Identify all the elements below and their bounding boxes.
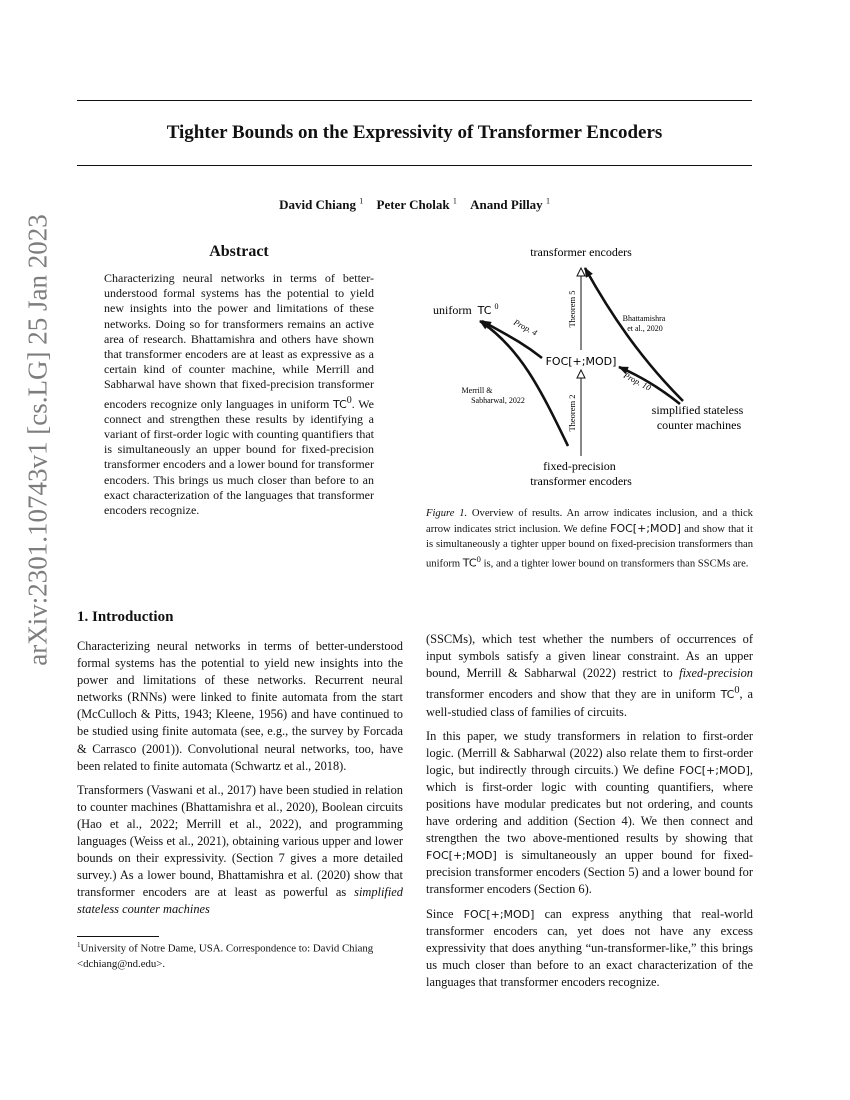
edge-label-theorem2: Theorem 2: [567, 394, 577, 432]
left-column: [77, 638, 403, 926]
paragraph: Transformers (Vaswani et al., 2017) have been studied in relation to counter machines (Bhattamishra et al., 2020), Boolean circuits (Hao et al., 2022; Merrill et al., 2022), and programming languages (Weiss et al., 2021), obtaining various upper and lower bounds on their expressivity. (Section 7 gives a more detailed survey.) As a lower bound, Bhattamishra et al. (2020) show that transformer encoders are at least as powerful as simplified stateless counter machines: [77, 782, 403, 917]
figure-diagram: [425, 238, 755, 498]
author-affiliation: 1: [359, 197, 364, 206]
tc-class-name: TC: [333, 397, 347, 411]
footnote: $^1$University of Notre Dame, USA. Correspondence to: David Chiang <dchiang@nd.edu>.: [77, 941, 374, 970]
edge-label-bhattamishra: Bhattamishra et al., 2020: [622, 314, 666, 333]
node-transformer-encoders: transformer encoders: [530, 245, 632, 259]
author: [377, 197, 457, 212]
author: [279, 197, 363, 212]
abstract-text: Characterizing neural networks in terms of better-understood formal systems has the potential to yield new insights into the power and limitations of these networks. Doing so for transformers remains an active area of research. Bhattamishra and others have shown that transformer encoders are at least as expressive as a certain kind of counter machine, while Merrill and Sabharwal have shown that fixed-precision transformer encoders recognize only languages in uniform $TC^0$. We connect and strengthen these results by identifying a variant of first-order logic with counting quantifiers that is simultaneously an upper bound for fixed-precision transformer encoders and a lower bound for transformer encoders. This brings us much closer than before to an exact characterization of the languages that transformer encoders recognize.: [104, 271, 374, 518]
paragraph: (SSCMs), which test whether the numbers of occurrences of input symbols satisfy a given linear constraint. As an upper bound, Merrill & Sabharwal (2022) restrict to fixed-precision transformer encoders and show that they are in uniform $TC^0$, a well-studied class of families of circuits.: [426, 632, 753, 719]
author-affiliation: 1: [452, 197, 457, 206]
top-rule: [77, 100, 752, 101]
edge-label-merrill-sabharwal: Merrill & Sabharwal, 2022: [461, 386, 525, 405]
edge-label-prop10: Prop. 10: [622, 369, 653, 393]
node-simplified-stateless-counter-machines: simplified stateless counter machines: [651, 403, 744, 432]
arxiv-identifier: arXiv:2301.10743v1 [cs.LG] 25 Jan 2023: [22, 214, 53, 666]
section-heading-introduction: 1. Introduction: [77, 609, 174, 625]
edge-label-theorem5: Theorem 5: [567, 290, 577, 328]
author-name: David Chiang: [279, 197, 357, 213]
edge-label-prop4: Prop. 4: [512, 316, 539, 338]
author: [470, 197, 550, 212]
footnote-rule: [77, 936, 159, 937]
author-name: Peter Cholak: [376, 197, 450, 213]
author-list: [77, 197, 752, 213]
node-fixed-precision-transformer-encoders: fixed-precision transformer encoders: [530, 459, 632, 488]
node-uniform-tc0: uniform TC $^0$: [433, 302, 499, 317]
paragraph: In this paper, we study transformers in relation to first-order logic. (Merrill & Sabharwal (2022) also relate them to first-order logic, but indirectly through circuits.) We define FOC[+;MOD], which is first-order logic with counting quantifiers, where positions have modular predicates but not ordering, and counts have ordering and addition (Section 4). We then connect and strengthen the two above-mentioned results by showing that FOC[+;MOD] is simultaneously an upper bound for fixed-precision transformer encoders (Section 5) and a lower bound for transformer encoders (Section 6).: [426, 728, 753, 897]
right-column: [426, 631, 753, 998]
arrow-fp-to-uniform-tc0: [480, 321, 568, 446]
author-affiliation: 1: [545, 197, 550, 206]
paragraph: Characterizing neural networks in terms of better-understood formal systems has the potential to yield new insights into the power and limitations of these networks. Recurrent neural networks (RNNs) were linked to finite automata from the start (McCulloch & Pitts, 1943; Kleene, 1956) and have continued to be studied using finite automata (see, e.g., the survey by Forcada & Carrasco (2001)). Convolutional neural networks, too, have been related to finite automata (Schwartz et al., 2018).: [77, 639, 403, 773]
paper-title: Tighter Bounds on the Expressivity of Transformer Encoders: [166, 122, 663, 143]
figure-caption: Figure 1. Overview of results. An arrow indicates inclusion, and a thick arrow indicates strict inclusion. We define FOC[+;MOD] and show that it is simultaneously a tighter upper bound on fixed-precision transformers than uniform $TC^0$ is, and a tighter lower bound on transformers than SSCMs are.: [426, 508, 753, 570]
abstract-heading: Abstract: [209, 243, 269, 260]
author-name: Anand Pillay: [470, 197, 543, 213]
node-foc: FOC[+;MOD]: [545, 355, 617, 368]
figure-label: Figure 1.: [426, 508, 468, 519]
paragraph: Since FOC[+;MOD] can express anything that real-world transformer encoders can, yet does not have any excess expressivity that does anything “un-transformer-like,” this brings us much closer than before to an exact characterization of the languages that transformer encoders recognize.: [426, 906, 753, 989]
title-bottom-rule: [77, 165, 752, 166]
